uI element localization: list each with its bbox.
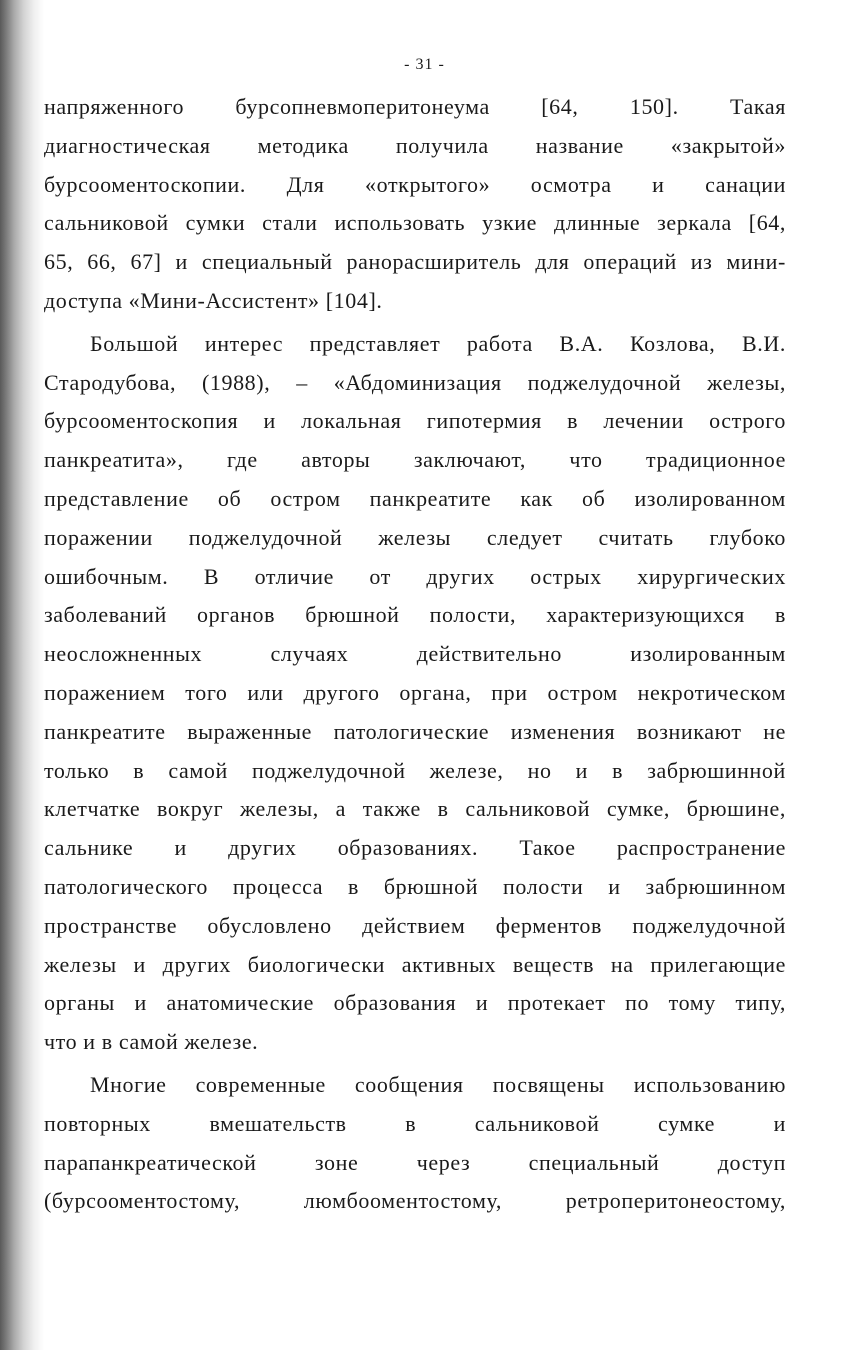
text-line: представление об остром панкреатите как об изолированном [44,485,786,511]
scan-shadow-edge [0,0,44,1350]
text-line: диагностическая методика получила название «закрытой» [44,132,786,158]
text-line: ошибочным. В отличие от других острых хирургических [44,563,786,589]
paragraph [44,88,786,321]
text-line: (бурсооментостому, люмбооментостому, ретроперитонеостому, [44,1188,786,1214]
text-line: заболеваний органов брюшной полости, характеризующихся в [44,602,786,628]
text-line: пространстве обусловлено действием ферментов поджелудочной [44,912,786,938]
text-line: панкреатита», где авторы заключают, что традиционное [44,447,786,473]
text-line: бурсооментоскопии. Для «открытого» осмотра и санации [44,171,786,197]
text-line: Стародубова, (1988), – «Абдоминизация поджелудочной железы, [44,369,786,395]
text-line: сальниковой сумки стали использовать узкие длинные зеркала [64, [44,210,786,236]
text-line: клетчатке вокруг железы, а также в сальниковой сумке, брюшине, [44,796,786,822]
text-line: бурсооментоскопия и локальная гипотермия в лечении острого [44,408,786,434]
document-body [44,88,786,1221]
text-line: Большой интерес представляет работа В.А. Козлова, В.И. [90,330,786,356]
text-line: Многие современные сообщения посвящены использованию [90,1071,786,1097]
text-line: поражении поджелудочной железы следует считать глубоко [44,524,786,550]
text-line: неосложненных случаях действительно изолированным [44,641,786,667]
text-line: поражением того или другого органа, при остром некротическом [44,679,786,705]
text-line: панкреатите выраженные патологические изменения возникают не [44,718,786,744]
text-line: напряженного бурсопневмоперитонеума [64, 150]. Такая [44,94,786,119]
text-line: доступа «Мини-Ассистент» [104]. [44,287,383,313]
text-line: железы и других биологически активных веществ на прилегающие [44,951,786,977]
text-line: сальнике и других образованиях. Такое распространение [44,835,786,861]
page-number: - 31 - [404,56,445,73]
paragraph [44,325,786,1062]
paragraph [44,1066,786,1221]
text-line: органы и анатомические образования и протекает по тому типу, [44,990,786,1016]
text-line: 65, 66, 67] и специальный ранорасширитель для операций из мини- [44,249,786,275]
text-line: парапанкреатической зоне через специальный доступ [44,1149,786,1175]
text-line: что и в самой железе. [44,1029,259,1055]
text-line: повторных вмешательств в сальниковой сумке и [44,1110,786,1136]
text-line: только в самой поджелудочной железе, но и в забрюшинной [44,757,786,783]
text-line: патологического процесса в брюшной полости и забрюшинном [44,873,786,899]
